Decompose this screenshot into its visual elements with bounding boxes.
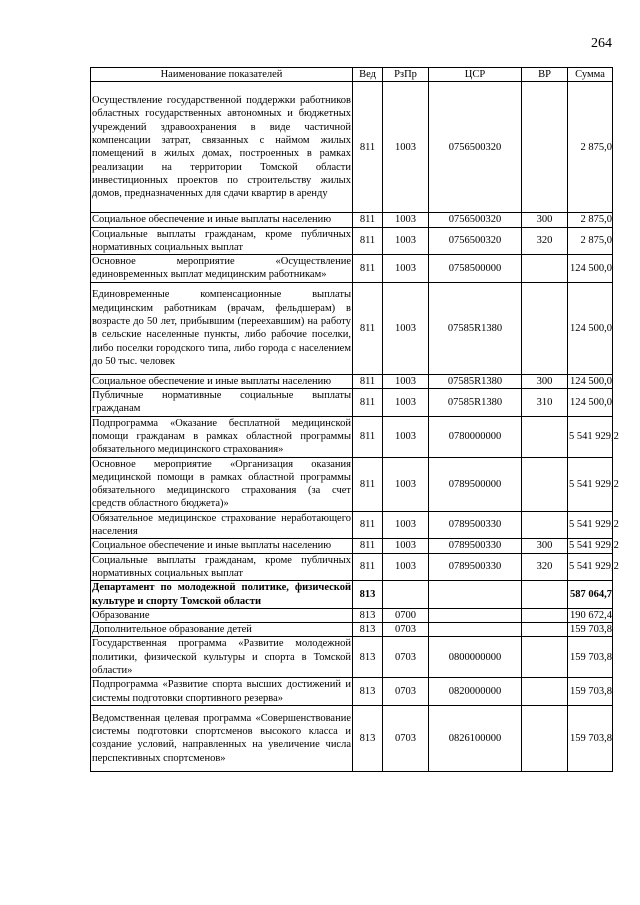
row-sum: 124 500,0 xyxy=(568,389,613,417)
row-ved: 811 xyxy=(353,457,383,511)
row-name: Дополнительное образование детей xyxy=(91,623,353,637)
table-row xyxy=(91,511,613,539)
row-sum: 5 541 929,2 xyxy=(568,553,613,581)
row-sum: 159 703,8 xyxy=(568,678,613,706)
row-name: Социальное обеспечение и иные выплаты населению xyxy=(91,539,353,553)
row-vr: 300 xyxy=(522,374,568,388)
row-ved: 813 xyxy=(353,637,383,678)
table-row xyxy=(91,678,613,706)
row-csr: 0789500330 xyxy=(429,539,522,553)
row-csr: 0789500330 xyxy=(429,511,522,539)
row-csr: 0756500320 xyxy=(429,213,522,227)
row-ved: 811 xyxy=(353,374,383,388)
header-ved: Вед xyxy=(353,68,383,82)
row-sum: 2 875,0 xyxy=(568,82,613,213)
row-vr: 300 xyxy=(522,213,568,227)
row-sum: 5 541 929,2 xyxy=(568,416,613,457)
row-vr: 300 xyxy=(522,539,568,553)
row-rzpr: 0703 xyxy=(383,705,429,771)
table-row xyxy=(91,457,613,511)
row-vr xyxy=(522,511,568,539)
row-name: Государственная программа «Развитие молодежной политики, физической культуры и спорта в Томской области» xyxy=(92,638,351,677)
header-csr: ЦСР xyxy=(429,68,522,82)
row-vr xyxy=(522,282,568,374)
row-ved: 811 xyxy=(353,539,383,553)
row-csr xyxy=(429,608,522,622)
row-rzpr: 0703 xyxy=(383,678,429,706)
row-name: Ведомственная целевая программа «Совершенствование системы подготовки спортсменов высокого класса и создание условий, направленных на увеличение числа перспективных спортсменов» xyxy=(91,705,353,771)
row-csr: 07585R1380 xyxy=(429,282,522,374)
row-csr: 07585R1380 xyxy=(429,374,522,388)
row-ved: 813 xyxy=(353,581,383,609)
table-row xyxy=(91,389,613,417)
table-header-row xyxy=(91,68,613,82)
row-rzpr: 1003 xyxy=(383,416,429,457)
row-name: Публичные нормативные социальные выплаты гражданам xyxy=(92,390,351,415)
header-vr: ВР xyxy=(522,68,568,82)
row-vr xyxy=(522,678,568,706)
row-csr: 0758500000 xyxy=(429,255,522,283)
table-row xyxy=(91,416,613,457)
table-row xyxy=(91,82,613,213)
row-vr xyxy=(522,608,568,622)
row-ved: 813 xyxy=(353,705,383,771)
table-row xyxy=(91,553,613,581)
row-csr: 0826100000 xyxy=(429,705,522,771)
row-name: Основное мероприятие «Организация оказания медицинской помощи в рамках областной программы обязательного медицинского страхования (за счет средств областного бюджета)» xyxy=(92,458,351,510)
table-row xyxy=(91,705,613,771)
row-ved: 811 xyxy=(353,416,383,457)
row-rzpr: 1003 xyxy=(383,389,429,417)
row-rzpr: 1003 xyxy=(383,511,429,539)
budget-table xyxy=(90,67,619,772)
table-row xyxy=(91,374,613,388)
row-csr: 0756500320 xyxy=(429,227,522,255)
row-name: Социальные выплаты гражданам, кроме публичных нормативных социальных выплат xyxy=(92,228,351,253)
row-vr xyxy=(522,416,568,457)
row-sum: 2 875,0 xyxy=(568,227,613,255)
row-name: Образование xyxy=(91,608,353,622)
row-ved: 811 xyxy=(353,255,383,283)
row-sum: 587 064,7 xyxy=(568,581,613,609)
row-rzpr: 1003 xyxy=(383,213,429,227)
row-rzpr: 1003 xyxy=(383,457,429,511)
row-rzpr xyxy=(383,581,429,609)
table-row xyxy=(91,227,613,255)
row-csr: 0800000000 xyxy=(429,637,522,678)
row-csr xyxy=(429,581,522,609)
row-rzpr: 1003 xyxy=(383,227,429,255)
row-vr xyxy=(522,457,568,511)
row-rzpr: 1003 xyxy=(383,553,429,581)
row-name: Департамент по молодежной политике, физической культуре и спорту Томской области xyxy=(92,582,351,607)
row-sum: 2 875,0 xyxy=(568,213,613,227)
row-vr xyxy=(522,255,568,283)
table-row xyxy=(91,255,613,283)
row-ved: 813 xyxy=(353,608,383,622)
table-row xyxy=(91,539,613,553)
row-vr xyxy=(522,581,568,609)
row-ved: 811 xyxy=(353,227,383,255)
row-ved: 811 xyxy=(353,82,383,213)
row-name: Осуществление государственной поддержки работников областных государственных автономных и бюджетных учреждений здравоохранения в виде частичной компенсации затрат, связанных с наймом жилых помещений в жилых домах, построенных в рамках реализации на территории Томской области инвестиционных проектов по строительству жилых домов, предназначенных для сдачи квартир в аренду xyxy=(91,82,353,213)
row-sum: 5 541 929,2 xyxy=(568,511,613,539)
row-vr: 310 xyxy=(522,389,568,417)
row-rzpr: 1003 xyxy=(383,539,429,553)
row-ved: 811 xyxy=(353,282,383,374)
row-ved: 813 xyxy=(353,678,383,706)
row-csr: 07585R1380 xyxy=(429,389,522,417)
header-sum: Сумма xyxy=(568,68,613,82)
row-vr xyxy=(522,623,568,637)
table-row xyxy=(91,623,613,637)
row-name: Основное мероприятие «Осуществление единовременных выплат медицинским работникам» xyxy=(92,256,351,281)
row-csr: 0756500320 xyxy=(429,82,522,213)
row-rzpr: 1003 xyxy=(383,255,429,283)
row-sum: 124 500,0 xyxy=(568,255,613,283)
row-sum: 190 672,4 xyxy=(568,608,613,622)
row-sum: 159 703,8 xyxy=(568,705,613,771)
row-vr xyxy=(522,637,568,678)
row-name: Обязательное медицинское страхование неработающего населения xyxy=(92,512,351,538)
row-vr: 320 xyxy=(522,553,568,581)
row-csr: 0789500330 xyxy=(429,553,522,581)
row-ved: 811 xyxy=(353,553,383,581)
table-row xyxy=(91,637,613,678)
row-vr: 320 xyxy=(522,227,568,255)
row-ved: 811 xyxy=(353,213,383,227)
row-name: Социальное обеспечение и иные выплаты населению xyxy=(91,374,353,388)
row-sum: 159 703,8 xyxy=(568,637,613,678)
row-rzpr: 0703 xyxy=(383,623,429,637)
page-number: 264 xyxy=(591,36,612,51)
table-row xyxy=(91,213,613,227)
row-name: Единовременные компенсационные выплаты медицинским работникам (врачам, фельдшерам) в возрасте до 50 лет, прибывшим (переехавшим) на работу в сельские населенные пункты, либо рабочие поселки, либо поселки городского типа, либо города с населением до 50 тыс. человек xyxy=(91,282,353,374)
row-ved: 811 xyxy=(353,511,383,539)
row-name: Подпрограмма «Оказание бесплатной медицинской помощи гражданам в рамках областной программы обязательного медицинского страхования» xyxy=(92,417,351,456)
row-ved: 813 xyxy=(353,623,383,637)
row-sum: 159 703,8 xyxy=(568,623,613,637)
row-sum: 5 541 929,2 xyxy=(569,540,619,552)
row-name: Социальное обеспечение и иные выплаты населению xyxy=(91,213,353,227)
row-csr: 0789500000 xyxy=(429,457,522,511)
header-name: Наименование показателей xyxy=(91,68,353,82)
row-vr xyxy=(522,705,568,771)
table-row xyxy=(91,608,613,622)
row-ved: 811 xyxy=(353,389,383,417)
row-vr xyxy=(522,82,568,213)
row-name: Социальные выплаты гражданам, кроме публичных нормативных социальных выплат xyxy=(92,554,351,579)
row-sum: 5 541 929,2 xyxy=(568,457,613,511)
row-csr: 0820000000 xyxy=(429,678,522,706)
row-name: Подпрограмма «Развитие спорта высших достижений и системы подготовки спортивного резерва» xyxy=(92,679,351,704)
row-rzpr: 0700 xyxy=(383,608,429,622)
header-rzpr: РзПр xyxy=(383,68,429,82)
row-rzpr: 0703 xyxy=(383,637,429,678)
row-csr: 0780000000 xyxy=(429,416,522,457)
row-sum: 124 500,0 xyxy=(568,282,613,374)
row-csr xyxy=(429,623,522,637)
row-rzpr: 1003 xyxy=(383,82,429,213)
table-row xyxy=(91,282,613,374)
table-row xyxy=(91,581,613,609)
row-rzpr: 1003 xyxy=(383,282,429,374)
row-sum: 124 500,0 xyxy=(568,374,613,388)
row-rzpr: 1003 xyxy=(383,374,429,388)
